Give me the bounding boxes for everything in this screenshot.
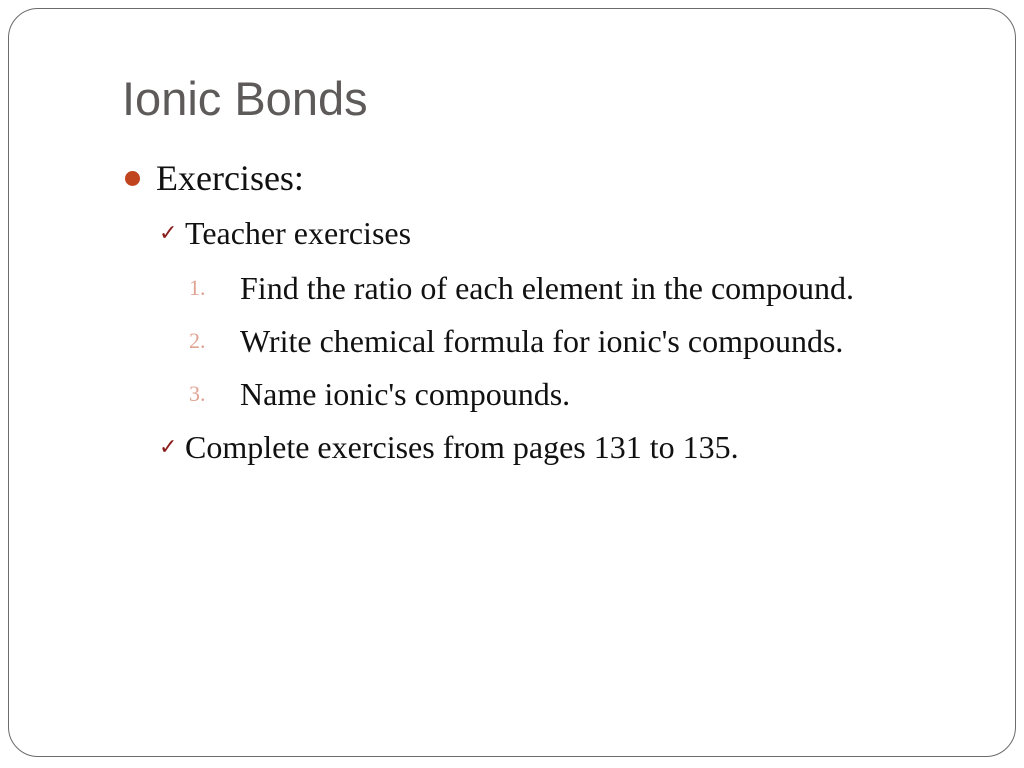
numbered-item-text: Write chemical formula for ionic's compounds.: [240, 322, 844, 359]
list-number: 1.: [189, 275, 206, 300]
bullet-dot-icon: [125, 171, 140, 186]
numbered-item-2: [189, 321, 843, 361]
sub-item-complete-exercises: [159, 427, 739, 467]
sub-item-text: Complete exercises from pages 131 to 135.: [185, 428, 739, 465]
bullet-exercises: [122, 154, 304, 202]
list-number: 2.: [189, 328, 206, 353]
list-number: 3.: [189, 381, 206, 406]
numbered-item-3: [189, 374, 570, 414]
numbered-item-text: Find the ratio of each element in the compound.: [240, 269, 855, 306]
slide-title: Ionic Bonds: [122, 72, 368, 125]
checkmark-icon: ✓: [159, 434, 178, 460]
checkmark-icon: ✓: [159, 220, 178, 246]
numbered-item-text: Name ionic's compounds.: [240, 375, 571, 412]
numbered-item-1: [189, 268, 854, 308]
sub-item-teacher-exercises: [159, 213, 411, 253]
slide: [8, 8, 1016, 757]
sub-item-text: Teacher exercises: [185, 214, 412, 251]
bullet-text: Exercises:: [156, 158, 304, 198]
